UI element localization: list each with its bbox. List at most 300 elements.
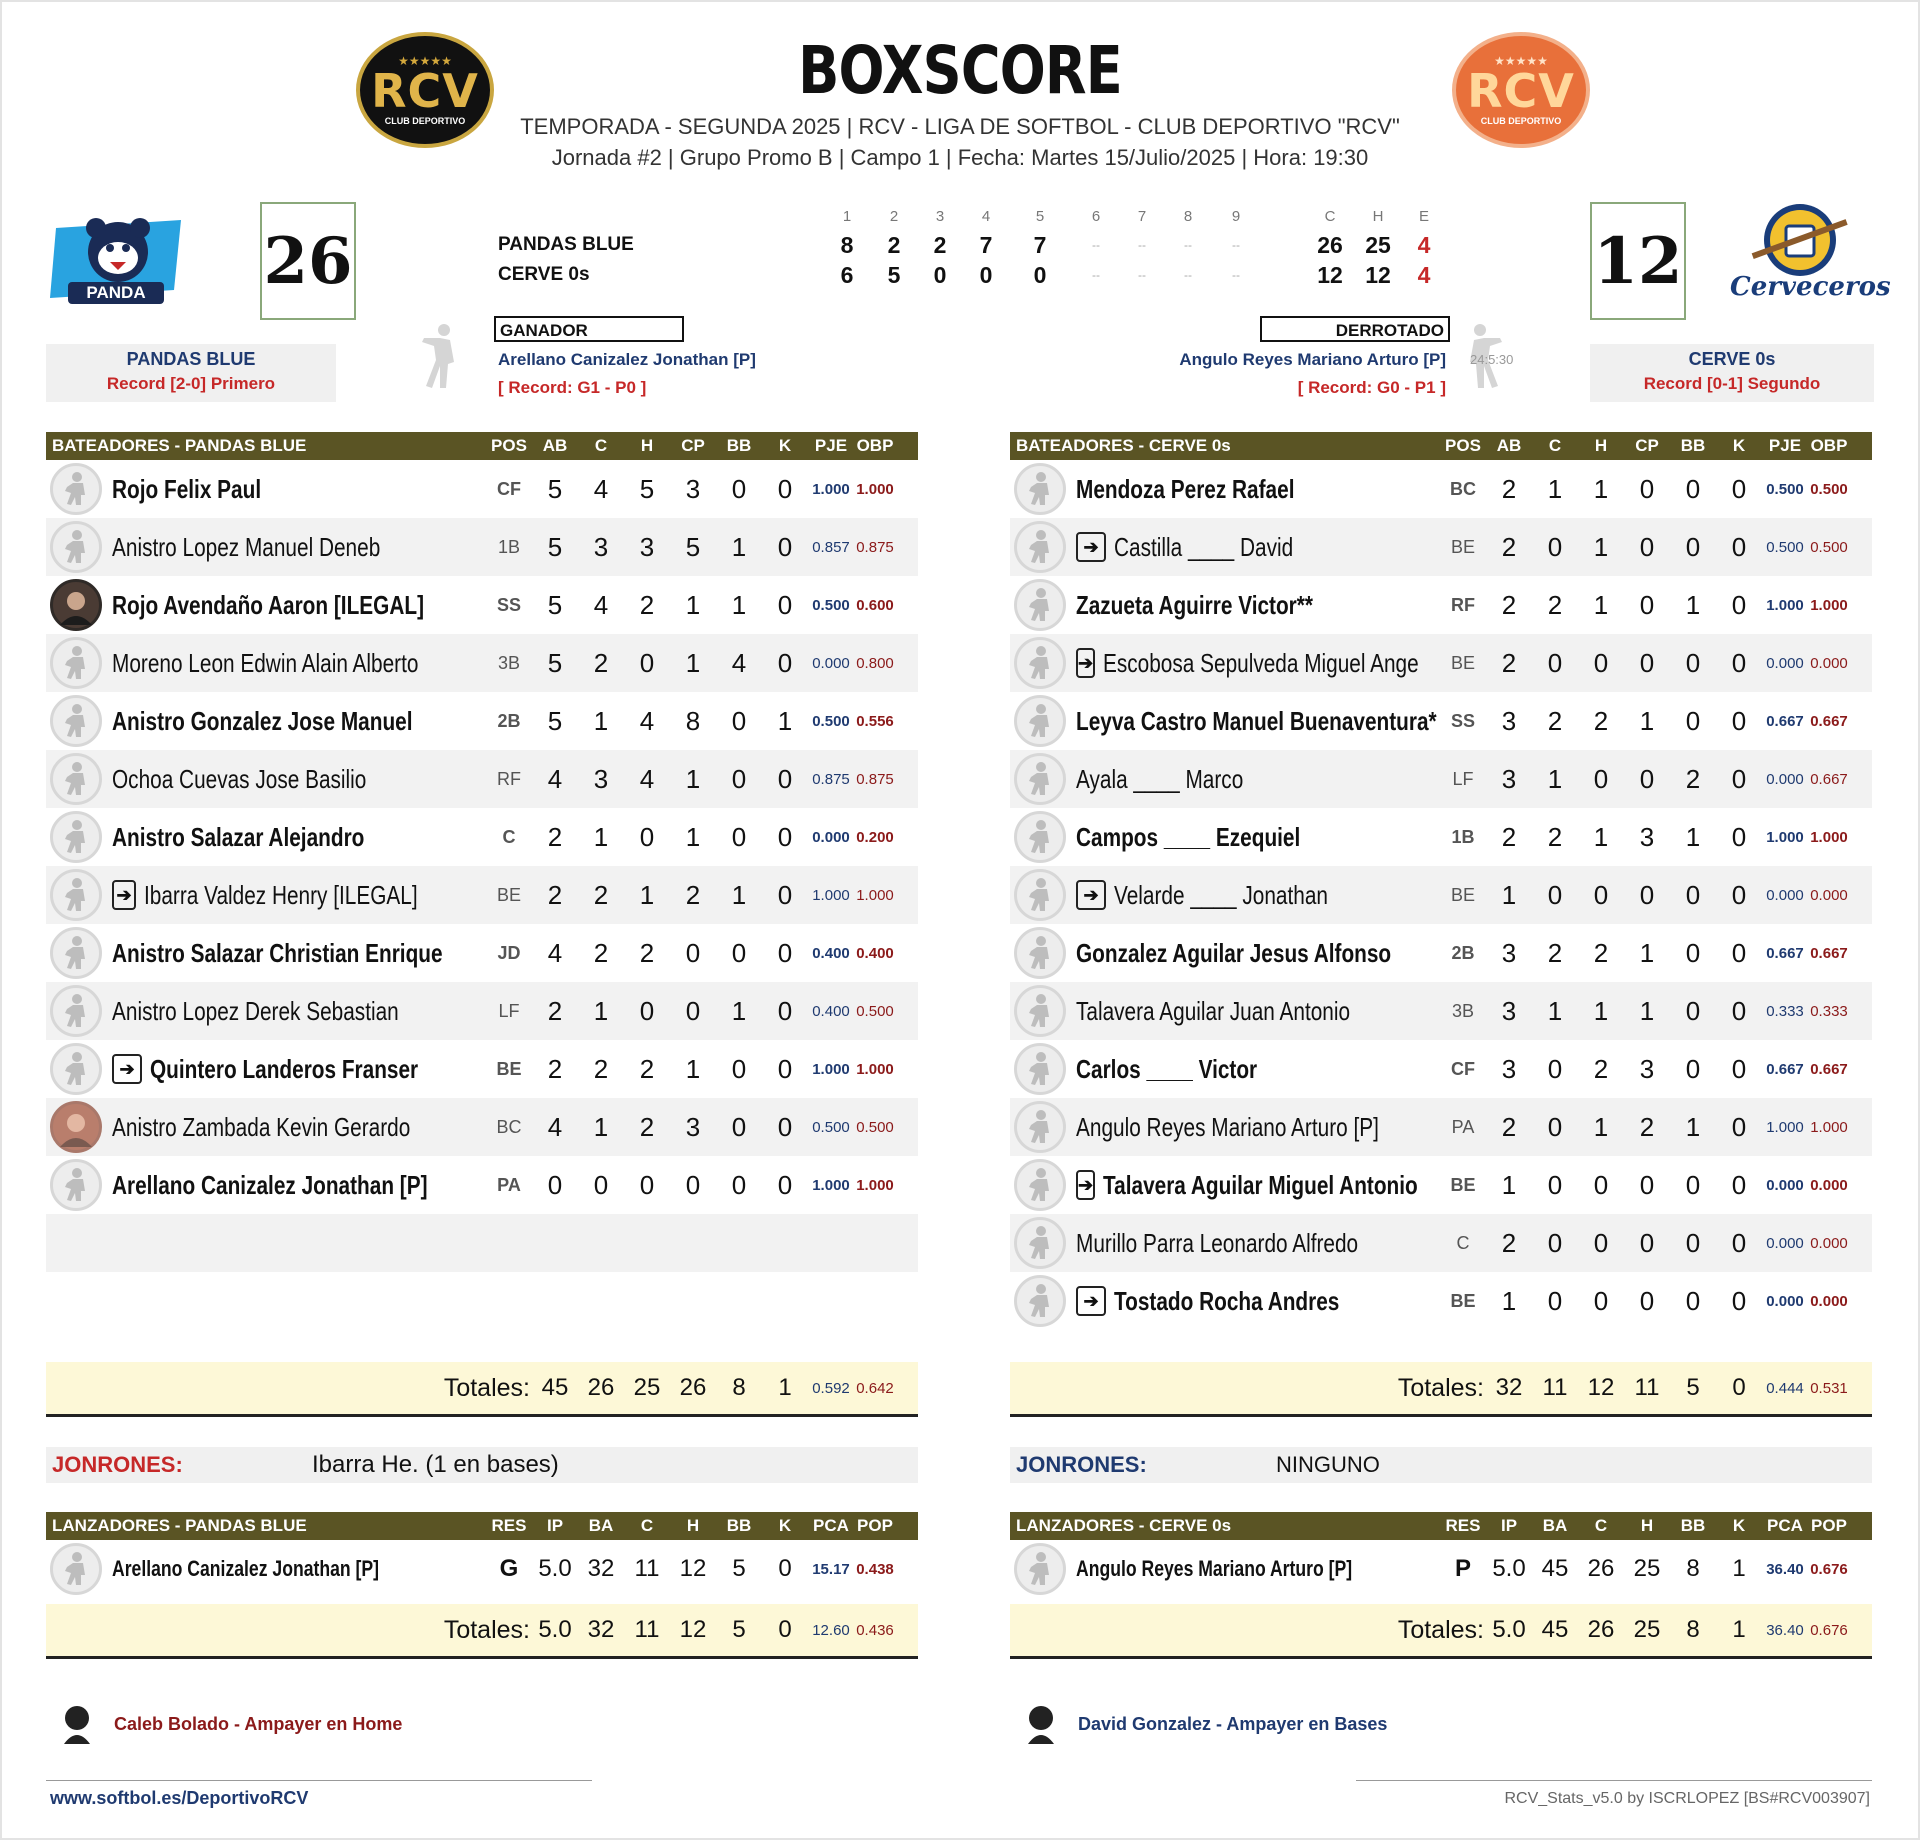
stat-h: 1 [1593,995,1609,1026]
total-pje: 0.444 [1766,1379,1804,1397]
stat-k: 0 [1731,1169,1747,1200]
column-header: K [1732,436,1746,455]
home-pitching-totals [46,1604,918,1659]
player-name: Talavera Aguilar Juan Antonio [1076,995,1351,1026]
stat-c: 1 [1547,473,1563,504]
player-avatar-icon [50,985,102,1037]
stat-cp: 1 [685,821,701,852]
player-row [46,1040,918,1098]
winning-pitcher: Arellano Canizalez Jonathan [P] [498,350,756,369]
totals-label: Totales: [1397,1615,1484,1644]
player-name: Arellano Canizalez Jonathan [P] [112,1169,428,1200]
total-ba: 45 [1541,1616,1569,1643]
stat-obp: 0.667 [1810,712,1848,730]
stat-h: 4 [639,763,655,794]
stat-c: 1 [593,1111,609,1142]
column-header: C [594,436,608,455]
player-row [46,1098,918,1156]
player-name-cell [46,1101,486,1153]
stat-bb: 5 [732,1555,746,1582]
stat-bb: 0 [731,705,747,736]
substitute-arrow-icon: ➔ [112,880,136,910]
player-avatar-icon [50,1043,102,1095]
home-batting-table [46,432,918,1272]
player-position: LF [498,1000,520,1021]
stat-h: 1 [639,879,655,910]
stat-pje: 0.400 [812,944,850,962]
column-header: BB [1680,436,1706,455]
substitute-arrow-icon: ➔ [112,1054,142,1084]
stat-pje: 1.000 [1766,1118,1804,1136]
stat-pje: 1.000 [1766,596,1804,614]
rhe-header: E [1418,208,1429,225]
column-header: PCA [1767,1516,1803,1535]
stat-k: 0 [1731,589,1747,620]
player-avatar-icon [50,579,102,631]
stat-c: 2 [1547,937,1563,968]
player-row [46,924,918,982]
player-avatar-icon [1014,463,1066,515]
stat-k: 0 [1731,473,1747,504]
stat-cp: 3 [685,1111,701,1142]
stat-obp: 0.600 [856,596,894,614]
player-row [1010,1214,1872,1272]
column-header: RES [491,1516,527,1535]
stat-ab: 3 [1501,705,1517,736]
inning-runs: -- [1184,268,1192,282]
player-row [1010,1040,1872,1098]
total-c: 11 [1542,1374,1568,1401]
stat-ba: 45 [1541,1555,1569,1582]
player-name: Anistro Zambada Kevin Gerardo [112,1111,411,1142]
player-position: 1B [497,536,521,557]
away-batting-rows [1010,460,1872,1330]
player-avatar-icon [1014,579,1066,631]
stat-h: 2 [639,1053,655,1084]
inning-runs: 2 [933,232,947,258]
stat-res: P [1454,1555,1471,1582]
game-info-line: Jornada #2 | Grupo Promo B | Campo 1 | Fecha: Martes 15/Julio/2025 | Hora: 19:30 [551,145,1369,170]
column-header: K [1732,1516,1746,1535]
column-header: CP [681,436,705,455]
stat-k: 0 [777,879,793,910]
total-pca: 12.60 [812,1621,850,1639]
stat-ab: 2 [547,995,563,1026]
stat-c: 2 [593,1053,609,1084]
stat-pje: 1.000 [812,1060,850,1078]
column-header: C [640,1516,654,1535]
stat-bb: 0 [731,473,747,504]
player-position: C [502,826,516,847]
player-avatar-icon [1014,1217,1066,1269]
home-team-name: PANDAS BLUE [126,349,256,369]
player-name: Moreno Leon Edwin Alain Alberto [112,647,419,678]
player-position: 3B [1451,1000,1475,1021]
stat-obp: 0.875 [856,538,894,556]
player-position: C [1456,1232,1470,1253]
stat-cp: 0 [1639,531,1655,562]
stat-bb: 0 [1685,879,1701,910]
linescore-team-away: CERVE 0s [498,264,590,285]
player-position: BE [496,1058,522,1079]
player-position: BE [496,884,521,905]
stat-ab: 2 [547,879,563,910]
player-avatar-icon [1014,811,1066,863]
stat-obp: 0.000 [1810,1292,1848,1310]
player-position: SS [496,594,521,615]
player-name-cell [1010,695,1440,747]
player-name-cell [1010,811,1440,863]
inning-runs: 5 [887,262,901,288]
stat-res: G [499,1555,519,1582]
stat-cp: 3 [1639,821,1655,852]
total-k: 1 [1732,1616,1746,1643]
player-name: Leyva Castro Manuel Buenaventura* [1076,705,1437,736]
column-header: BA [1542,1516,1568,1535]
stat-cp: 1 [1639,937,1655,968]
stat-h: 0 [639,821,655,852]
column-header: C [1548,436,1562,455]
stat-pje: 0.667 [1766,1060,1804,1078]
inning-header: 5 [1035,208,1045,225]
stat-c: 2 [1547,589,1563,620]
column-header: H [686,1516,700,1535]
stat-obp: 1.000 [856,480,894,498]
stat-pje: 0.000 [1766,1234,1804,1252]
stat-h: 3 [639,531,655,562]
stat-cp: 0 [1639,647,1655,678]
stat-pje: 0.500 [812,596,850,614]
player-row [46,866,918,924]
player-name: Mendoza Perez Rafael [1076,473,1295,504]
stat-c: 1 [1547,995,1563,1026]
player-name-cell [1010,1275,1440,1327]
away-team-record: Record [0-1] Segundo [1643,374,1821,393]
player-avatar-icon [50,811,102,863]
column-header: PJE [814,436,848,455]
stat-obp: 1.000 [856,886,894,904]
player-name: Rojo Felix Paul [112,473,262,504]
total-pje: 0.592 [812,1379,850,1397]
pitcher-name: Angulo Reyes Mariano Arturo [P] [1076,1556,1353,1581]
stat-c: 2 [593,937,609,968]
stat-bb: 1 [731,879,747,910]
player-name-cell [46,579,486,631]
stat-ab: 4 [547,937,563,968]
pitcher-row [1010,1540,1872,1598]
stat-pje: 1.000 [812,1176,850,1194]
stat-ab: 5 [547,473,563,504]
stat-obp: 0.333 [1810,1002,1848,1020]
stat-bb: 0 [1685,995,1701,1026]
player-row [46,1156,918,1214]
total-c: 12 [1317,262,1343,288]
pitcher-name: Arellano Canizalez Jonathan [P] [112,1556,379,1581]
stat-h: 0 [1593,647,1609,678]
player-position: CF [1451,1058,1475,1079]
stat-k: 0 [777,821,793,852]
stat-pje: 0.000 [812,654,850,672]
column-header: POS [491,436,527,455]
stat-cp: 0 [1639,763,1655,794]
footer-rule-left [46,1780,592,1781]
stat-h: 1 [1593,821,1609,852]
stat-ab: 0 [547,1169,563,1200]
away-homeruns: JONRONES: NINGUNO [1010,1447,1872,1483]
player-row [46,808,918,866]
stat-h: 0 [1593,1169,1609,1200]
home-batting-title: BATEADORES - PANDAS BLUE [52,436,307,455]
stat-c: 3 [593,763,609,794]
stat-c: 11 [634,1555,660,1582]
winner-label: GANADOR [494,316,684,342]
stat-h: 0 [1593,763,1609,794]
stat-ab: 2 [1501,821,1517,852]
stat-cp: 1 [685,763,701,794]
total-e: 4 [1417,232,1431,258]
page-title: BOXSCORE [798,32,1122,109]
column-header: BB [1680,1516,1706,1535]
stat-pje: 0.000 [1766,654,1804,672]
column-header: POP [857,1516,893,1535]
inning-header: 7 [1137,208,1147,225]
player-row [1010,1098,1872,1156]
stat-obp: 0.667 [1810,770,1848,788]
total-c: 26 [1317,232,1343,258]
stat-bb: 0 [1685,1169,1701,1200]
player-name-cell [46,637,486,689]
player-avatar-icon [50,1101,102,1153]
inning-header: 8 [1183,208,1193,225]
inning-runs: -- [1232,238,1240,252]
player-position: JD [497,942,521,963]
footer-site-link[interactable]: www.softbol.es/DeportivoRCV [50,1788,309,1808]
stat-k: 0 [1731,705,1747,736]
player-name: Castilla ____ David [1114,531,1294,562]
stat-ab: 2 [547,821,563,852]
column-header: AB [1496,436,1522,455]
total-bb: 5 [732,1616,746,1643]
total-ip: 5.0 [538,1616,572,1643]
stat-pje: 0.857 [812,538,850,556]
stat-obp: 1.000 [856,1176,894,1194]
player-name: Velarde ____ Jonathan [1114,879,1328,910]
total-h: 12 [1365,262,1391,288]
stat-c: 0 [1547,1169,1563,1200]
player-avatar-icon [50,1543,102,1595]
column-header: IP [546,1516,564,1535]
stat-bb: 2 [1685,763,1701,794]
inning-runs: -- [1138,238,1146,252]
totals-label: Totales: [1397,1373,1484,1402]
away-score: 12 [1590,202,1686,320]
away-batting-totals [1010,1362,1872,1417]
player-name-cell [1010,637,1440,689]
player-name-cell [46,927,486,979]
stat-bb: 8 [1686,1555,1700,1582]
loser-label: DERROTADO [1260,316,1450,342]
stat-pje: 0.000 [1766,1292,1804,1310]
player-avatar-icon [1014,695,1066,747]
player-row [1010,1156,1872,1214]
home-team-record: Record [2-0] Primero [106,374,276,393]
stat-c: 2 [593,647,609,678]
stat-bb: 0 [731,937,747,968]
away-batting-header [1010,432,1872,460]
stat-bb: 4 [731,647,747,678]
player-name: Ayala ____ Marco [1076,763,1244,794]
player-position: 2B [1451,942,1475,963]
inning-header: 6 [1091,208,1101,225]
player-position: SS [1450,710,1475,731]
stat-obp: 0.667 [1810,944,1848,962]
player-row [1010,634,1872,692]
stat-cp: 2 [685,879,701,910]
total-h: 25 [1633,1616,1661,1643]
stat-c: 0 [1547,1053,1563,1084]
stat-ip: 5.0 [1492,1555,1526,1582]
player-name-cell [46,695,486,747]
stat-cp: 1 [685,589,701,620]
player-name: Escobosa Sepulveda Miguel Ange [1103,647,1419,678]
player-position: 3B [497,652,521,673]
stat-bb: 0 [1685,473,1701,504]
stat-k: 0 [1731,1111,1747,1142]
player-position: BE [1450,652,1475,673]
totals-label: Totales: [443,1615,530,1644]
player-position: LF [1452,768,1474,789]
stat-c: 4 [593,473,609,504]
total-h: 25 [1365,232,1391,258]
player-name-cell [1010,1217,1440,1269]
player-avatar-icon [50,463,102,515]
total-c: 11 [634,1616,660,1643]
stat-cp: 1 [1639,995,1655,1026]
player-name-cell [1010,1043,1440,1095]
stat-ab: 3 [1501,995,1517,1026]
player-name-cell [46,463,486,515]
inning-runs: -- [1092,238,1100,252]
stat-c: 1 [1547,763,1563,794]
total-ba: 32 [587,1616,615,1643]
stat-h: 0 [639,1169,655,1200]
player-name-cell [46,1043,486,1095]
total-ab: 45 [541,1374,569,1401]
losing-pitcher-record: [ Record: G0 - P1 ] [1297,378,1446,397]
stat-obp: 0.500 [1810,538,1848,556]
stat-c: 1 [593,705,609,736]
stat-k: 0 [777,1053,793,1084]
stat-cp: 1 [685,1053,701,1084]
stat-ab: 5 [547,647,563,678]
stat-h: 1 [1593,473,1609,504]
stat-cp: 0 [1639,473,1655,504]
player-row [1010,1272,1872,1330]
column-header: OBP [856,436,894,455]
home-team-box [46,344,336,402]
stat-pje: 0.500 [812,712,850,730]
home-batting-rows [46,460,918,1272]
stat-ab: 2 [1501,1111,1517,1142]
season-line: TEMPORADA - SEGUNDA 2025 | RCV - LIGA DE SOFTBOL - CLUB DEPORTIVO "RCV" [520,114,1400,139]
stat-c: 26 [1587,1555,1615,1582]
away-pitching-totals [1010,1604,1872,1659]
stat-k: 0 [777,1169,793,1200]
losing-pitcher: Angulo Reyes Mariano Arturo [P] [1179,350,1446,369]
player-position: BE [1450,1174,1476,1195]
player-name-cell [1010,985,1440,1037]
home-batting-totals [46,1362,918,1417]
stat-pca: 15.17 [812,1560,850,1578]
column-header: H [1594,436,1608,455]
stat-ab: 1 [1501,1285,1517,1316]
stat-bb: 1 [731,531,747,562]
player-position: BC [1450,478,1476,499]
stat-pje: 1.000 [1766,828,1804,846]
total-obp: 0.642 [856,1379,894,1397]
stat-h: 12 [679,1555,707,1582]
player-avatar-icon [1014,985,1066,1037]
stat-bb: 0 [731,1169,747,1200]
inning-runs: 2 [887,232,901,258]
column-header: IP [1500,1516,1518,1535]
stat-h: 2 [639,1111,655,1142]
inning-header: 9 [1231,208,1241,225]
stat-cp: 3 [1639,1053,1655,1084]
player-name: Anistro Salazar Christian Enrique [112,937,443,968]
player-name: Anistro Salazar Alejandro [112,821,365,852]
stat-ab: 5 [547,705,563,736]
stat-k: 1 [777,705,793,736]
stat-ab: 3 [1501,763,1517,794]
player-name: Murillo Parra Leonardo Alfredo [1076,1227,1359,1258]
player-name-cell [46,811,486,863]
total-k: 0 [1732,1374,1746,1401]
totals-label: Totales: [443,1373,530,1402]
player-position: PA [497,1174,521,1195]
stat-k: 0 [777,473,793,504]
player-position: PA [1451,1116,1475,1137]
rhe-header: C [1324,208,1336,225]
stat-cp: 5 [685,531,701,562]
player-row [1010,866,1872,924]
total-k: 1 [778,1374,792,1401]
stat-k: 0 [1731,995,1747,1026]
stat-bb: 0 [1685,531,1701,562]
stat-k: 1 [1732,1555,1746,1582]
stat-k: 0 [1731,647,1747,678]
stat-h: 25 [1633,1555,1661,1582]
stat-c: 0 [593,1169,609,1200]
footer-credit: RCV_Stats_v5.0 by ISCRLOPEZ [BS#RCV003907] [1504,1790,1870,1807]
stat-cp: 0 [685,1169,701,1200]
substitute-arrow-icon: ➔ [1076,1170,1095,1200]
stat-pje: 0.000 [812,828,850,846]
stat-h: 2 [1593,705,1609,736]
column-header: BB [726,436,752,455]
total-bb: 8 [732,1374,746,1401]
player-name: Ochoa Cuevas Jose Basilio [112,763,367,794]
stat-obp: 0.000 [1810,1234,1848,1252]
player-name-cell [46,1159,486,1211]
cerveceros-logo: Cerveceros [1730,200,1870,315]
player-avatar-icon [50,521,102,573]
stat-bb: 0 [1685,937,1701,968]
player-name-cell [1010,521,1440,573]
stat-cp: 0 [1639,589,1655,620]
stat-ab: 5 [547,589,563,620]
stat-obp: 0.500 [1810,480,1848,498]
